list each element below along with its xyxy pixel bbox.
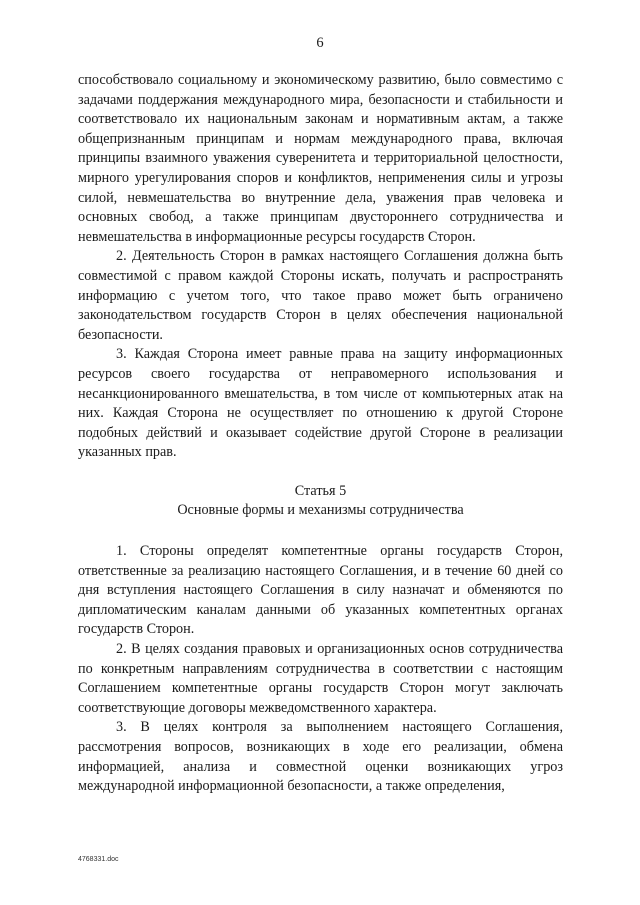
file-name-footer: 4768331.doc — [78, 856, 119, 863]
document-body — [78, 71, 563, 797]
article-number: Статья 5 — [294, 482, 347, 499]
article-paragraph-1: 1. Стороны определят компетентные органы государств Сторон, ответственные за реализацию настоящего Соглашения, и в течение 60 дней со дня вступления настоящего Соглашения в силу назначат и обменяются по дипломатическим каналам данными об указанных компетентных органах государств Сторон. — [78, 543, 563, 638]
article-paragraph-3: 3. В целях контроля за выполнением настоящего Соглашения, рассмотрения вопросов, возникающих в ходе его реализации, обмена информацией, анализа и совместной оценки возникающих угроз международной информационной безопасности, а также определения, — [78, 719, 563, 795]
article-paragraph-2: 2. В целях создания правовых и организационных основ сотрудничества по конкретным направлениям сотрудничества в соответствии с настоящим Соглашением компетентные органы государств Сторон могут заключать соответствующие договоры межведомственного характера. — [78, 641, 563, 716]
article-heading — [78, 482, 563, 521]
article-title: Основные формы и механизмы сотрудничества — [177, 502, 464, 519]
page-number: 6 — [316, 35, 324, 51]
paragraph-item-2: 2. Деятельность Сторон в рамках настоящего Соглашения должна быть совместимой с правом каждой Стороны искать, получать и распространять информацию с учетом того, что такое право может быть ограничено законодательством государств Сторон в целях обеспечения национальной безопасности. — [78, 248, 563, 343]
paragraph-continuation: способствовало социальному и экономическому развитию, было совместимо с задачами поддержания международного мира, безопасности и стабильности и соответствовало их национальным законам и нормативным актам, а также общепризнанным принципам и нормам международного права, включая принципы взаимного уважения суверенитета и территориальной целостности, мирного урегулирования споров и конфликтов, неприменения силы и угрозы силой, невмешательства во внутренние дела, уважения прав человека и основных свобод, а также принципам двустороннего сотрудничества и невмешательства в информационные ресурсы государств Сторон. — [78, 72, 563, 245]
paragraph-item-3: 3. Каждая Сторона имеет равные права на защиту информационных ресурсов своего государства от неправомерного использования и несанкционированного вмешательства, в том числе от компьютерных атак на них. Каждая Сторона не осуществляет по отношению к другой Стороне подобных действий и оказывает содействие другой Стороне в реализации указанных прав. — [78, 346, 563, 461]
